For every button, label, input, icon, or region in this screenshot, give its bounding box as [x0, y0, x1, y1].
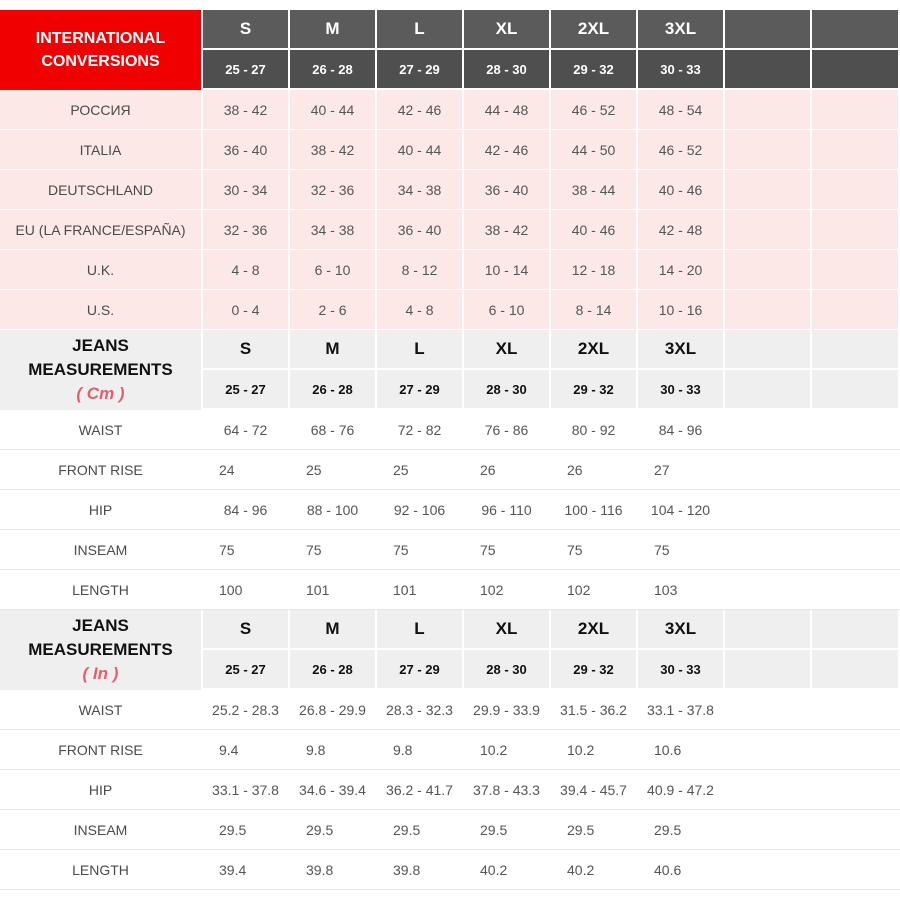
table-cell: 36 - 40	[377, 210, 462, 249]
empty-cell	[725, 170, 810, 209]
table-cell: 75	[203, 530, 288, 569]
table-cell: 29.9 - 33.9	[464, 690, 549, 729]
table-cell: 34 - 38	[290, 210, 375, 249]
row-label: U.K.	[0, 250, 201, 289]
table-cell: 39.4 - 45.7	[551, 770, 636, 809]
table-cell: 46 - 52	[638, 130, 723, 169]
table-cell: 80 - 92	[551, 410, 636, 449]
table-cell: 29.5	[203, 810, 288, 849]
table-cell: 9.8	[290, 730, 375, 769]
table-cell: 102	[464, 570, 549, 609]
waist-range-header-cell: 26 - 28	[290, 370, 375, 408]
table-cell: 64 - 72	[203, 410, 288, 449]
empty-cell	[812, 130, 898, 169]
table-cell: 12 - 18	[551, 250, 636, 289]
table-cell: 101	[377, 570, 462, 609]
empty-cell	[812, 730, 898, 769]
table-cell: 0 - 4	[203, 290, 288, 329]
size-header-cell: M	[290, 610, 375, 648]
table-cell: 29.5	[464, 810, 549, 849]
size-header-cell: L	[377, 330, 462, 368]
cm_section-section-title	[0, 330, 201, 410]
table-cell: 103	[638, 570, 723, 609]
waist-range-header-cell: 29 - 32	[551, 370, 636, 408]
table-cell: 25	[290, 450, 375, 489]
table-cell: 40 - 46	[638, 170, 723, 209]
size-header-cell: 3XL	[638, 610, 723, 648]
title-line-1: JEANS	[72, 616, 129, 635]
table-cell: 40 - 44	[290, 90, 375, 129]
empty-cell	[812, 530, 898, 569]
row-label: LENGTH	[0, 850, 201, 889]
table-cell: 25.2 - 28.3	[203, 690, 288, 729]
table-cell: 8 - 12	[377, 250, 462, 289]
table-cell: 27	[638, 450, 723, 489]
empty-cell	[812, 850, 898, 889]
table-cell: 33.1 - 37.8	[203, 770, 288, 809]
table-cell: 9.4	[203, 730, 288, 769]
table-cell: 96 - 110	[464, 490, 549, 529]
table-cell: 6 - 10	[290, 250, 375, 289]
table-cell: 2 - 6	[290, 290, 375, 329]
title-line-2: CONVERSIONS	[41, 53, 160, 70]
table-cell: 8 - 14	[551, 290, 636, 329]
size-header-cell: L	[377, 610, 462, 648]
empty-header-cell	[725, 330, 810, 368]
empty-cell	[812, 210, 898, 249]
size-header-cell: 3XL	[638, 330, 723, 368]
waist-range-header-cell: 27 - 29	[377, 650, 462, 688]
empty-header-cell	[725, 50, 810, 88]
empty-cell	[725, 450, 810, 489]
table-cell: 75	[638, 530, 723, 569]
table-cell: 75	[551, 530, 636, 569]
table-cell: 36.2 - 41.7	[377, 770, 462, 809]
table-cell: 10 - 16	[638, 290, 723, 329]
table-cell: 34.6 - 39.4	[290, 770, 375, 809]
empty-cell	[725, 690, 810, 729]
table-cell: 38 - 42	[464, 210, 549, 249]
table-cell: 26.8 - 29.9	[290, 690, 375, 729]
waist-range-header-cell: 27 - 29	[377, 50, 462, 88]
empty-header-cell	[725, 10, 810, 48]
empty-cell	[812, 770, 898, 809]
empty-cell	[725, 410, 810, 449]
empty-header-cell	[812, 650, 898, 688]
row-label: FRONT RISE	[0, 450, 201, 489]
unit-label: ( In )	[82, 664, 119, 683]
row-label: РОССИЯ	[0, 90, 201, 129]
size-header-cell: 3XL	[638, 10, 723, 48]
empty-header-cell	[812, 610, 898, 648]
empty-header-cell	[812, 50, 898, 88]
table-cell: 24	[203, 450, 288, 489]
table-cell: 10.2	[464, 730, 549, 769]
row-label: WAIST	[0, 690, 201, 729]
table-cell: 68 - 76	[290, 410, 375, 449]
empty-cell	[812, 810, 898, 849]
table-cell: 44 - 50	[551, 130, 636, 169]
empty-cell	[812, 410, 898, 449]
table-cell: 75	[464, 530, 549, 569]
size-header-cell: L	[377, 10, 462, 48]
empty-cell	[725, 730, 810, 769]
row-label: FRONT RISE	[0, 730, 201, 769]
size-header-cell: XL	[464, 330, 549, 368]
table-cell: 75	[377, 530, 462, 569]
table-cell: 14 - 20	[638, 250, 723, 289]
table-cell: 29.5	[290, 810, 375, 849]
size-header-cell: S	[203, 610, 288, 648]
size-header-cell: M	[290, 330, 375, 368]
title-line-2: MEASUREMENTS	[28, 360, 173, 379]
waist-range-header-cell: 26 - 28	[290, 650, 375, 688]
table-cell: 42 - 46	[377, 90, 462, 129]
empty-cell	[812, 170, 898, 209]
size-header-cell: M	[290, 10, 375, 48]
row-label: WAIST	[0, 410, 201, 449]
table-cell: 40.2	[464, 850, 549, 889]
empty-header-cell	[812, 10, 898, 48]
table-cell: 88 - 100	[290, 490, 375, 529]
waist-range-header-cell: 25 - 27	[203, 650, 288, 688]
empty-cell	[725, 770, 810, 809]
size-header-cell: 2XL	[551, 10, 636, 48]
table-cell: 84 - 96	[638, 410, 723, 449]
waist-range-header-cell: 25 - 27	[203, 370, 288, 408]
empty-header-cell	[725, 610, 810, 648]
row-label: INSEAM	[0, 810, 201, 849]
waist-range-header-cell: 25 - 27	[203, 50, 288, 88]
waist-range-header-cell: 28 - 30	[464, 50, 549, 88]
empty-cell	[725, 130, 810, 169]
table-cell: 10.2	[551, 730, 636, 769]
table-cell: 4 - 8	[203, 250, 288, 289]
empty-cell	[812, 570, 898, 609]
table-cell: 48 - 54	[638, 90, 723, 129]
row-label: EU (LA FRANCE/ESPAÑA)	[0, 210, 201, 249]
table-cell: 32 - 36	[290, 170, 375, 209]
empty-cell	[725, 210, 810, 249]
table-cell: 104 - 120	[638, 490, 723, 529]
empty-cell	[812, 450, 898, 489]
table-cell: 29.5	[377, 810, 462, 849]
row-label: HIP	[0, 490, 201, 529]
table-cell: 36 - 40	[203, 130, 288, 169]
table-cell: 39.8	[377, 850, 462, 889]
row-label: DEUTSCHLAND	[0, 170, 201, 209]
table-cell: 31.5 - 36.2	[551, 690, 636, 729]
row-label: HIP	[0, 770, 201, 809]
international-conversions-title	[0, 10, 201, 90]
empty-cell	[812, 290, 898, 329]
table-cell: 28.3 - 32.3	[377, 690, 462, 729]
in_section-section-title	[0, 610, 201, 690]
row-divider	[0, 889, 900, 890]
empty-cell	[725, 810, 810, 849]
table-cell: 40.2	[551, 850, 636, 889]
empty-cell	[725, 250, 810, 289]
table-cell: 37.8 - 43.3	[464, 770, 549, 809]
table-cell: 38 - 42	[203, 90, 288, 129]
empty-cell	[725, 90, 810, 129]
table-cell: 84 - 96	[203, 490, 288, 529]
unit-label: ( Cm )	[76, 384, 125, 403]
table-cell: 39.4	[203, 850, 288, 889]
size-header-cell: 2XL	[551, 610, 636, 648]
table-cell: 100	[203, 570, 288, 609]
table-cell: 42 - 46	[464, 130, 549, 169]
table-cell: 6 - 10	[464, 290, 549, 329]
empty-cell	[812, 490, 898, 529]
table-cell: 36 - 40	[464, 170, 549, 209]
table-cell: 102	[551, 570, 636, 609]
row-label: INSEAM	[0, 530, 201, 569]
waist-range-header-cell: 30 - 33	[638, 370, 723, 408]
row-label: U.S.	[0, 290, 201, 329]
size-header-cell: XL	[464, 10, 549, 48]
row-label: LENGTH	[0, 570, 201, 609]
table-cell: 76 - 86	[464, 410, 549, 449]
size-header-cell: XL	[464, 610, 549, 648]
empty-cell	[812, 250, 898, 289]
waist-range-header-cell: 30 - 33	[638, 650, 723, 688]
table-cell: 26	[551, 450, 636, 489]
empty-cell	[812, 90, 898, 129]
row-label: ITALIA	[0, 130, 201, 169]
table-cell: 29.5	[638, 810, 723, 849]
empty-cell	[725, 530, 810, 569]
table-cell: 9.8	[377, 730, 462, 769]
table-cell: 40 - 44	[377, 130, 462, 169]
title-line-1: JEANS	[72, 336, 129, 355]
waist-range-header-cell: 29 - 32	[551, 50, 636, 88]
table-cell: 30 - 34	[203, 170, 288, 209]
table-cell: 72 - 82	[377, 410, 462, 449]
table-cell: 40 - 46	[551, 210, 636, 249]
table-cell: 32 - 36	[203, 210, 288, 249]
table-cell: 38 - 42	[290, 130, 375, 169]
empty-cell	[725, 290, 810, 329]
empty-header-cell	[725, 370, 810, 408]
size-header-cell: S	[203, 10, 288, 48]
table-cell: 29.5	[551, 810, 636, 849]
table-cell: 100 - 116	[551, 490, 636, 529]
empty-cell	[812, 690, 898, 729]
table-cell: 40.6	[638, 850, 723, 889]
table-cell: 26	[464, 450, 549, 489]
table-cell: 10 - 14	[464, 250, 549, 289]
table-cell: 4 - 8	[377, 290, 462, 329]
table-cell: 40.9 - 47.2	[638, 770, 723, 809]
table-cell: 25	[377, 450, 462, 489]
waist-range-header-cell: 28 - 30	[464, 370, 549, 408]
title-line-1: INTERNATIONAL	[35, 30, 166, 47]
waist-range-header-cell: 29 - 32	[551, 650, 636, 688]
table-cell: 92 - 106	[377, 490, 462, 529]
table-cell: 34 - 38	[377, 170, 462, 209]
title-line-2: MEASUREMENTS	[28, 640, 173, 659]
empty-cell	[725, 570, 810, 609]
size-header-cell: 2XL	[551, 330, 636, 368]
waist-range-header-cell: 27 - 29	[377, 370, 462, 408]
empty-cell	[725, 850, 810, 889]
table-cell: 39.8	[290, 850, 375, 889]
table-cell: 38 - 44	[551, 170, 636, 209]
waist-range-header-cell: 30 - 33	[638, 50, 723, 88]
table-cell: 10.6	[638, 730, 723, 769]
table-cell: 33.1 - 37.8	[638, 690, 723, 729]
waist-range-header-cell: 28 - 30	[464, 650, 549, 688]
empty-cell	[725, 490, 810, 529]
waist-range-header-cell: 26 - 28	[290, 50, 375, 88]
table-cell: 42 - 48	[638, 210, 723, 249]
size-header-cell: S	[203, 330, 288, 368]
empty-header-cell	[812, 370, 898, 408]
table-cell: 101	[290, 570, 375, 609]
empty-header-cell	[725, 650, 810, 688]
table-cell: 46 - 52	[551, 90, 636, 129]
table-cell: 44 - 48	[464, 90, 549, 129]
table-cell: 75	[290, 530, 375, 569]
empty-header-cell	[812, 330, 898, 368]
